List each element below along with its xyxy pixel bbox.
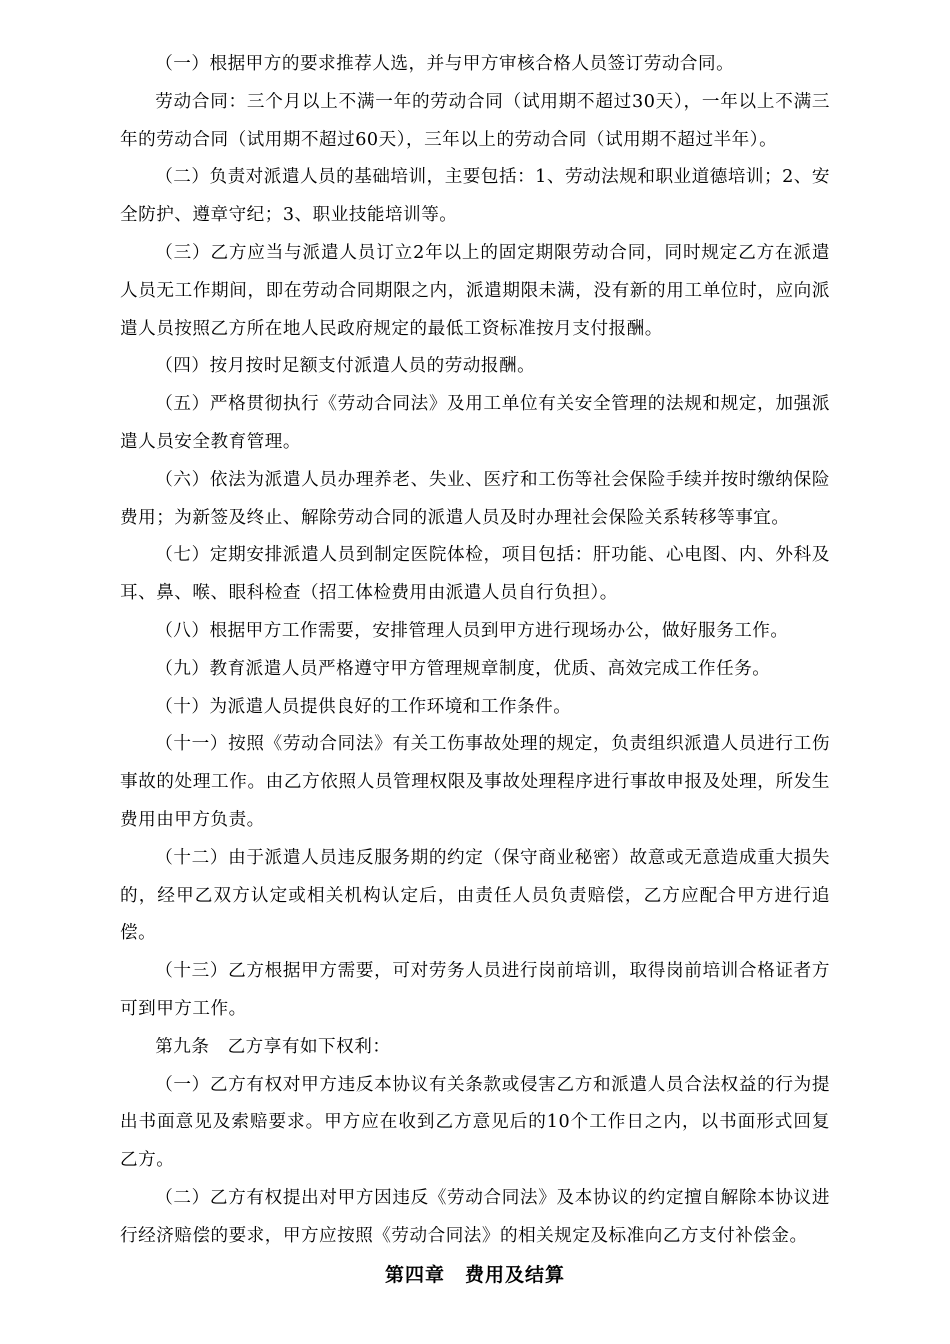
paragraph-item-3: （三）乙方应当与派遣人员订立2年以上的固定期限劳动合同，同时规定乙方在派遣人员无工作期间，即在劳动合同期限之内，派遣期限未满，没有新的用工单位时，应向派遣人员按照乙方所在地人民政府规定的最低工资标准按月支付报酬。 [120,242,830,339]
paragraph-item-6: （六）依法为派遣人员办理养老、失业、医疗和工伤等社会保险手续并按时缴纳保险费用；为新签及终止、解除劳动合同的派遣人员及时办理社会保险关系转移等事宜。 [120,469,830,528]
paragraph-right-2: （二）乙方有权提出对甲方因违反《劳动合同法》及本协议的约定擅自解除本协议进行经济赔偿的要求，甲方应按照《劳动合同法》的相关规定及标准向乙方支付补偿金。 [120,1187,830,1246]
paragraph-item-9: （九）教育派遣人员严格遵守甲方管理规章制度，优质、高效完成工作任务。 [155,658,771,679]
article-nine-heading: 第九条 乙方享有如下权利： [155,1036,391,1057]
paragraph-item-4: （四）按月按时足额支付派遣人员的劳动报酬。 [155,356,536,377]
paragraph-item-12: （十二）由于派遣人员违反服务期的约定（保守商业秘密）故意或无意造成重大损失的，经甲乙双方认定或相关机构认定后，由责任人员负责赔偿，乙方应配合甲方进行追偿。 [120,847,830,944]
paragraph-right-1: （一）乙方有权对甲方违反本协议有关条款或侵害乙方和派遣人员合法权益的行为提出书面意见及索赔要求。甲方应在收到乙方意见后的10个工作日之内，以书面形式回复乙方。 [120,1074,830,1171]
chapter-heading: 第四章 费用及结算 [384,1263,565,1286]
paragraph-item-5: （五）严格贯彻执行《劳动合同法》及用工单位有关安全管理的法规和规定，加强派遣人员安全教育管理。 [120,394,830,452]
paragraph-item-13: （十三）乙方根据甲方需要，可对劳务人员进行岗前培训，取得岗前培训合格证者方可到甲方工作。 [120,961,830,1019]
paragraph-item-1: （一）根据甲方的要求推荐人选，并与甲方审核合格人员签订劳动合同。 [155,54,735,74]
paragraph-item-10: （十）为派遣人员提供良好的工作环境和工作条件。 [155,696,572,717]
paragraph-item-8: （八）根据甲方工作需要，安排管理人员到甲方进行现场办公，做好服务工作。 [155,620,789,641]
paragraph-item-2: （二）负责对派遣人员的基础培训，主要包括：1、劳动法规和职业道德培训；2、安全防护、遵章守纪；3、职业技能培训等。 [120,167,830,226]
paragraph-item-7: （七）定期安排派遣人员到制定医院体检，项目包括：肝功能、心电图、内、外科及耳、鼻、喉、眼科检查（招工体检费用由派遣人员自行负担）。 [120,545,830,604]
paragraph-labor-contract-terms: 劳动合同：三个月以上不满一年的劳动合同（试用期不超过30天），一年以上不满三年的劳动合同（试用期不超过60天），三年以上的劳动合同（试用期不超过半年）。 [120,91,830,150]
paragraph-item-11: （十一）按照《劳动合同法》有关工伤事故处理的规定，负责组织派遣人员进行工伤事故的处理工作。由乙方依照人员管理权限及事故处理程序进行事故申报及处理，所发生费用由甲方负责。 [120,734,830,830]
